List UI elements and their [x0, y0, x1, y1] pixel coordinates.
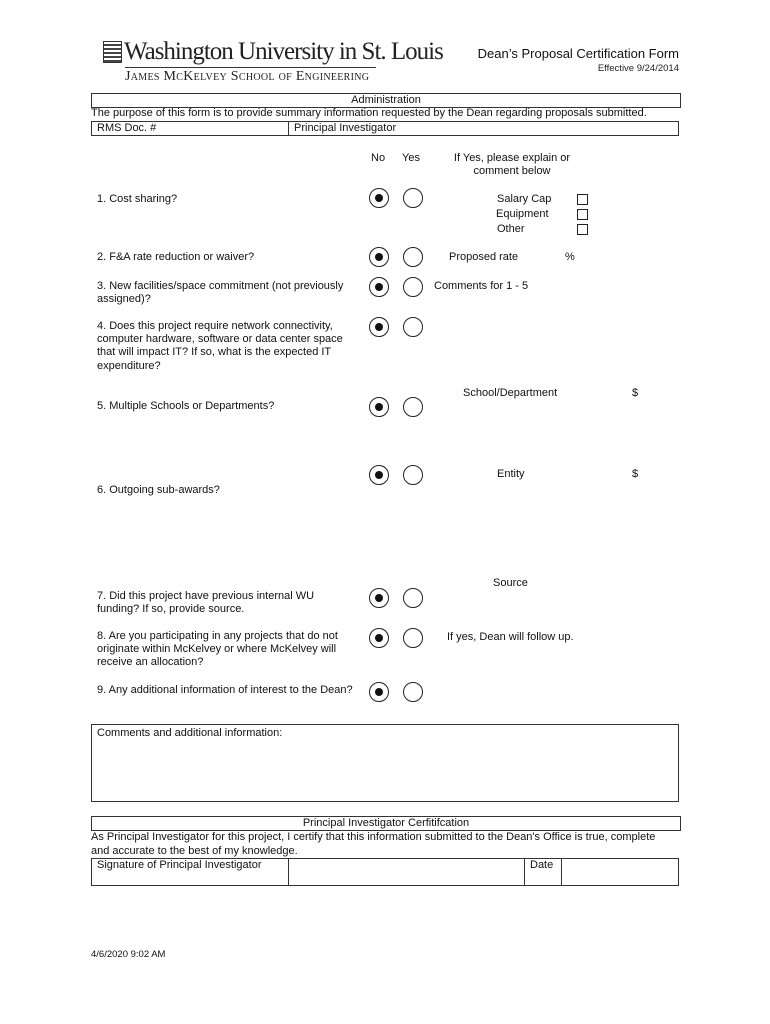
pi-label: Principal Investigator: [294, 122, 397, 134]
col-yes: Yes: [402, 152, 420, 164]
source-label: Source: [493, 577, 528, 589]
percent-sign: %: [565, 251, 575, 263]
q9-no-radio[interactable]: [369, 682, 389, 702]
q6-yes-radio[interactable]: [403, 465, 423, 485]
comments-1-5-label: Comments for 1 - 5: [434, 280, 529, 292]
school-dollar-sign: $: [632, 387, 639, 399]
comments-textarea[interactable]: [91, 724, 679, 802]
question-4: 4. Does this project require network connectivity, computer hardware, software or data center space that will impact IT? If so, what is the expected IT expenditure?: [97, 320, 343, 372]
q9-yes-radio[interactable]: [403, 682, 423, 702]
q5-no-radio[interactable]: [369, 397, 389, 417]
administration-heading: Administration: [91, 93, 681, 108]
q1-yes-radio[interactable]: [403, 188, 423, 208]
footer-timestamp: 4/6/2020 9:02 AM: [91, 949, 166, 960]
cost-share-salary-cap-checkbox[interactable]: [577, 194, 588, 205]
school-department-label: School/Department: [463, 387, 558, 399]
question-7: 7. Did this project have previous internal WU funding? If so, provide source.: [97, 590, 315, 616]
col-explain: If Yes, please explain or comment below: [453, 152, 571, 177]
question-8: 8. Are you participating in any projects that do not originate within McKelvey or where McKelvey will receive an allocation?: [97, 630, 338, 669]
rms-doc-label: RMS Doc. #: [97, 122, 157, 134]
logo-divider: [125, 67, 376, 68]
q6-no-radio[interactable]: [369, 465, 389, 485]
question-6: 6. Outgoing sub-awards?: [97, 484, 220, 496]
q3-yes-radio[interactable]: [403, 277, 423, 297]
question-9: 9. Any additional information of interest to the Dean?: [97, 684, 353, 696]
q1-no-radio[interactable]: [369, 188, 389, 208]
cost-share-other-checkbox[interactable]: [577, 224, 588, 235]
proposed-rate-label: Proposed rate: [449, 251, 519, 263]
q8-yes-radio[interactable]: [403, 628, 423, 648]
entity-dollar-sign: $: [632, 468, 639, 480]
university-name: Washington University in St. Louis: [124, 38, 443, 65]
signature-label: Signature of Principal Investigator: [97, 859, 262, 871]
form-title: Dean’s Proposal Certification Form: [477, 46, 679, 61]
cost-share-salary-cap-label: Salary Cap: [497, 193, 552, 205]
q3-no-radio[interactable]: [369, 277, 389, 297]
certification-text-line1: As Principal Investigator for this project, I certify that this information submitted to the Dean's Office is true, complete: [91, 831, 656, 843]
question-5: 5. Multiple Schools or Departments?: [97, 400, 275, 412]
rms-doc-field[interactable]: [91, 121, 289, 136]
question-1: 1. Cost sharing?: [97, 193, 178, 205]
q4-no-radio[interactable]: [369, 317, 389, 337]
question-3: 3. New facilities/space commitment (not previously assigned)?: [97, 280, 344, 306]
question-2: 2. F&A rate reduction or waiver?: [97, 251, 255, 263]
certification-heading: Principal Investigator Cerfitifcation: [91, 816, 681, 831]
q8-no-radio[interactable]: [369, 628, 389, 648]
certification-text-line2: and accurate to the best of my knowledge.: [91, 845, 298, 857]
cost-share-equipment-label: Equipment: [496, 208, 549, 220]
q7-no-radio[interactable]: [369, 588, 389, 608]
university-crest-icon: [103, 41, 122, 63]
cost-share-other-label: Other: [497, 223, 525, 235]
signature-label-cell: [91, 858, 289, 886]
comments-label: Comments and additional information:: [97, 727, 283, 739]
school-name: James McKelvey School of Engineering: [125, 69, 370, 84]
signature-field[interactable]: [288, 858, 525, 886]
q2-no-radio[interactable]: [369, 247, 389, 267]
purpose-text: The purpose of this form is to provide summary information requested by the Dean regarding proposals submitted.: [91, 107, 647, 119]
q2-yes-radio[interactable]: [403, 247, 423, 267]
dean-follow-up-label: If yes, Dean will follow up.: [447, 631, 574, 643]
q4-yes-radio[interactable]: [403, 317, 423, 337]
cost-share-equipment-checkbox[interactable]: [577, 209, 588, 220]
effective-date: Effective 9/24/2014: [597, 63, 679, 74]
principal-investigator-field[interactable]: [288, 121, 679, 136]
date-field[interactable]: [561, 858, 679, 886]
date-label: Date: [530, 859, 554, 871]
q7-yes-radio[interactable]: [403, 588, 423, 608]
q5-yes-radio[interactable]: [403, 397, 423, 417]
date-label-cell: [524, 858, 562, 886]
entity-label: Entity: [497, 468, 525, 480]
col-no: No: [371, 152, 386, 164]
